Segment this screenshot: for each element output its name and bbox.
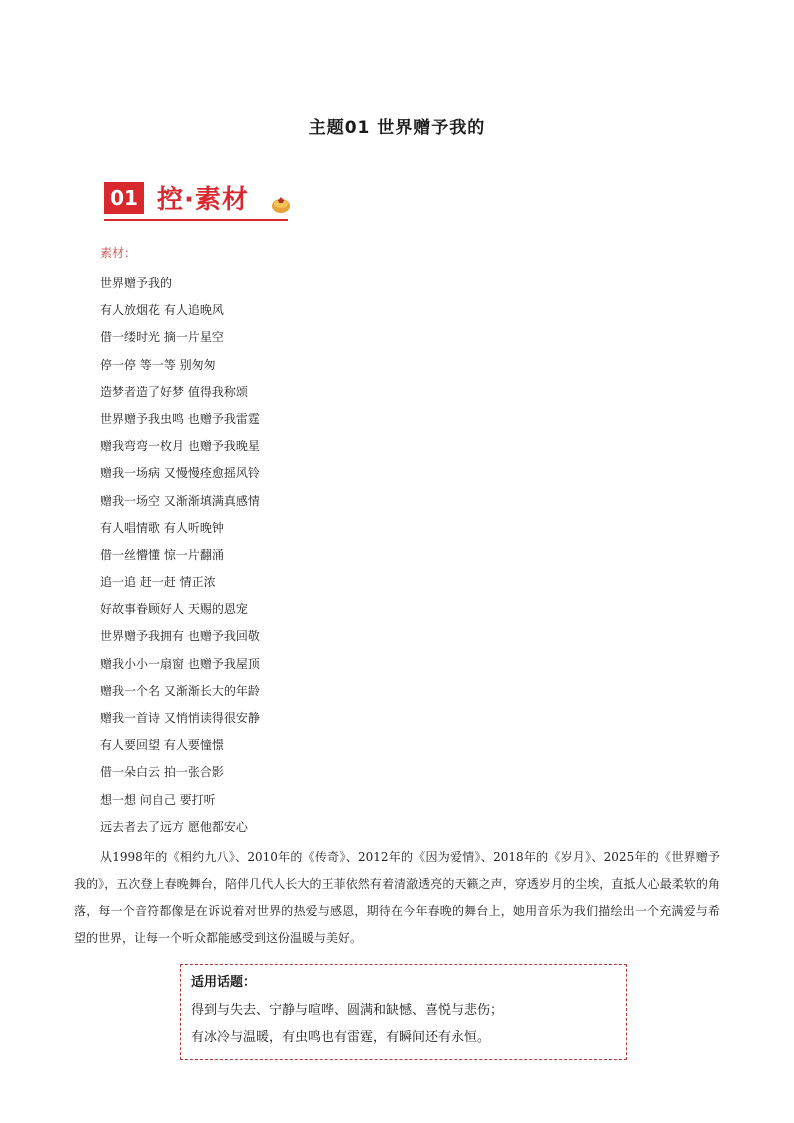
poem-line: 有人唱情歌 有人听晚钟 [100,520,224,535]
poem-line: 追一追 赶一赶 情正浓 [100,575,216,590]
poem-line: 停一停 等一等 别匆匆 [100,357,216,372]
poem-line: 赠我一个名 又渐渐长大的年龄 [100,683,260,698]
poem-line: 远去者去了远方 愿他都安心 [100,819,248,834]
poem-line: 借一丝懵懂 惊一片翻涌 [100,547,224,562]
fruit-icon [270,193,292,215]
poem-line: 赠我小小一扇窗 也赠予我屋顶 [100,656,260,671]
topic-box [180,964,627,1060]
poem-line: 想一想 问自己 要打听 [100,792,216,807]
topic-title: 适用话题： [191,975,257,990]
topic-line: 得到与失去、宁静与喧哗、圆满和缺憾、喜悦与悲伤； [191,1003,504,1018]
poem-line: 世界赠予我拥有 也赠予我回敬 [100,629,260,644]
poem-line: 赠我一场病 又慢慢痊愈摇风铃 [100,466,260,481]
section-number: 01 [104,182,144,214]
topic-line: 有冰冷与温暖，有虫鸣也有雷霆，有瞬间还有永恒。 [191,1030,491,1045]
poem-line: 好故事眷顾好人 天赐的恩宠 [100,602,248,617]
poem-line: 造梦者造了好梦 值得我称颂 [100,384,248,399]
section-heading: 控·素材 [157,185,249,215]
body-paragraph: 从1998年的《相约九八》、2010年的《传奇》、2012年的《因为爱情》、2018年的《岁月》、2025年的《世界赠予我的》，五次登上春晚舞台，陪伴几代人长大的王菲依然有着清澈透亮的天籁之声，穿透岁月的尘埃，直抵人心最柔软的角落，每一个音符都像是在诉说着对世界的热爱与感恩，期待在今年春晚的舞台上，她用音乐为我们描绘出一个充满爱与希望的世界，让每一个听众都能感受到这份温暖与美好。 [74,850,720,945]
poem-line: 世界赠予我虫鸣 也赠予我雷霆 [100,411,260,426]
poem-line: 世界赠予我的 [100,276,173,290]
poem-line: 赠我弯弯一枚月 也赠予我晚星 [100,439,260,454]
section-underline [104,219,288,221]
poem-line: 借一缕时光 摘一片星空 [100,330,224,345]
poem-line: 赠我一首诗 又悄悄读得很安静 [100,711,260,725]
poem [100,270,700,841]
poem-line: 借一朵白云 拍一张合影 [100,765,224,780]
page-title: 主题01 世界赠予我的 [308,118,486,138]
section-banner [104,177,288,225]
poem-line: 有人要回望 有人要憧憬 [100,738,224,753]
poem-line: 赠我一场空 又渐渐填满真感情 [100,493,260,508]
material-label: 素材： [100,246,137,260]
poem-line: 有人放烟花 有人追晚风 [100,303,224,318]
